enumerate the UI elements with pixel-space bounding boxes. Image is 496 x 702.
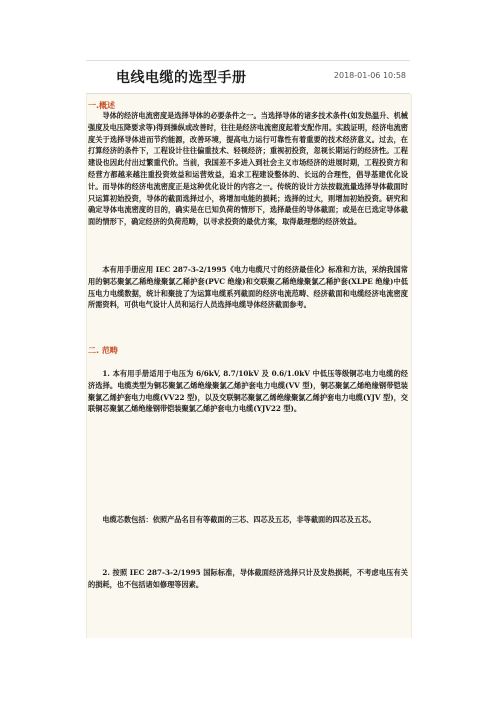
overview-paragraph-1: 导体的经济电流密度是选择导体的必要条件之一。当选择导体的诸多技术条件(如发热温升、机械强度及电压降要求等)得到操纵或改善时，往往是经济电流密度起着支配作用。实践证明，经济电流密度关于选择导体进而节约能源，改善环境，提高电力运行可靠性有着重要的技术经济意义。过去，在打算经济的条件下，工程设计往往偏重技术、轻视经济；重视初投资，忽视长期运行的经济性。工程建设也因此付出过繁重代价。当前，我国差不多进入到社会主义市场经济的进展时期，工程投资方和经营方都越来越注重投资效益和运营效益，追求工程建设整体的、长远的合理性，倡导基建优化设计。而导体的经济电流密度正是这种优化设计的内容之一。传统的设计方法按载流量选择导体截面时只运算初始投资，导体的截面选择过小，将增加电能的损耗；选择的过大，则增加初始投资。研究和确定导体电流密度的目的，确实是在已知负荷的情形下，选择最佳的导体截面；或是在已选定导体截面的情形下，确定经济的负荷范畴，以寻求投资的最优方案，取得最理想的经济效益。 bbox=[88, 111, 408, 227]
overview-paragraph-2: 本有用手册应用 IEC 287-3-2/1995《电力电缆尺寸的经济最佳化》标准和方法，采纳我国常用的铜芯聚氯乙稀绝缘聚氯乙稀护套(PVC 绝缘)和交联聚乙稀绝缘聚氯乙稀护套(XLPE 绝缘)中低压电力电缆数据，统计和聚拢了为运算电缆系列截面的经济电流范畴、经济截面和电缆经济电流密度所需资料，可供电气设计人员和运行人员选择电缆导体经济截面参考。 bbox=[88, 265, 408, 310]
scope-paragraph-1: 1. 本有用手册适用于电压为 6/6kV, 8.7/10kV 及 0.6/1.0kV 中低压等级铜芯电力电缆的经济选择。电缆类型为铜芯聚氯乙烯绝缘聚氯乙烯护套电力电缆(VV 型)，铜芯聚氯乙烯绝缘钢带铠装聚氯乙烯护套电力电缆(VV22 型)，以及交联铜芯聚氯乙烯绝缘聚氯乙烯护套电力电缆(YJV 型)，交联铜芯聚氯乙烯绝缘钢带铠装聚氯乙烯护套电力电缆(YJV22 型)。 bbox=[88, 369, 408, 414]
publish-date: 2018-01-06 10:58 bbox=[333, 71, 406, 80]
scope-paragraph-3: 2. 按照 IEC 287-3-2/1995 国际标准，导体截面经济选择只计及发热损耗，不考虑电压有关的损耗，也不包括诸如修理等因素。 bbox=[88, 568, 408, 589]
document-title: 电线电缆的选型手册 bbox=[116, 70, 247, 86]
section-heading-scope: 二. 范畴 bbox=[88, 346, 118, 355]
section-heading-overview: 一.概述 bbox=[88, 101, 116, 110]
document-header bbox=[86, 60, 410, 94]
scope-paragraph-2: 电缆芯数包括：依照产品名目有等截面的三芯、四芯及五芯，非等截面的四芯及五芯。 bbox=[102, 515, 376, 524]
